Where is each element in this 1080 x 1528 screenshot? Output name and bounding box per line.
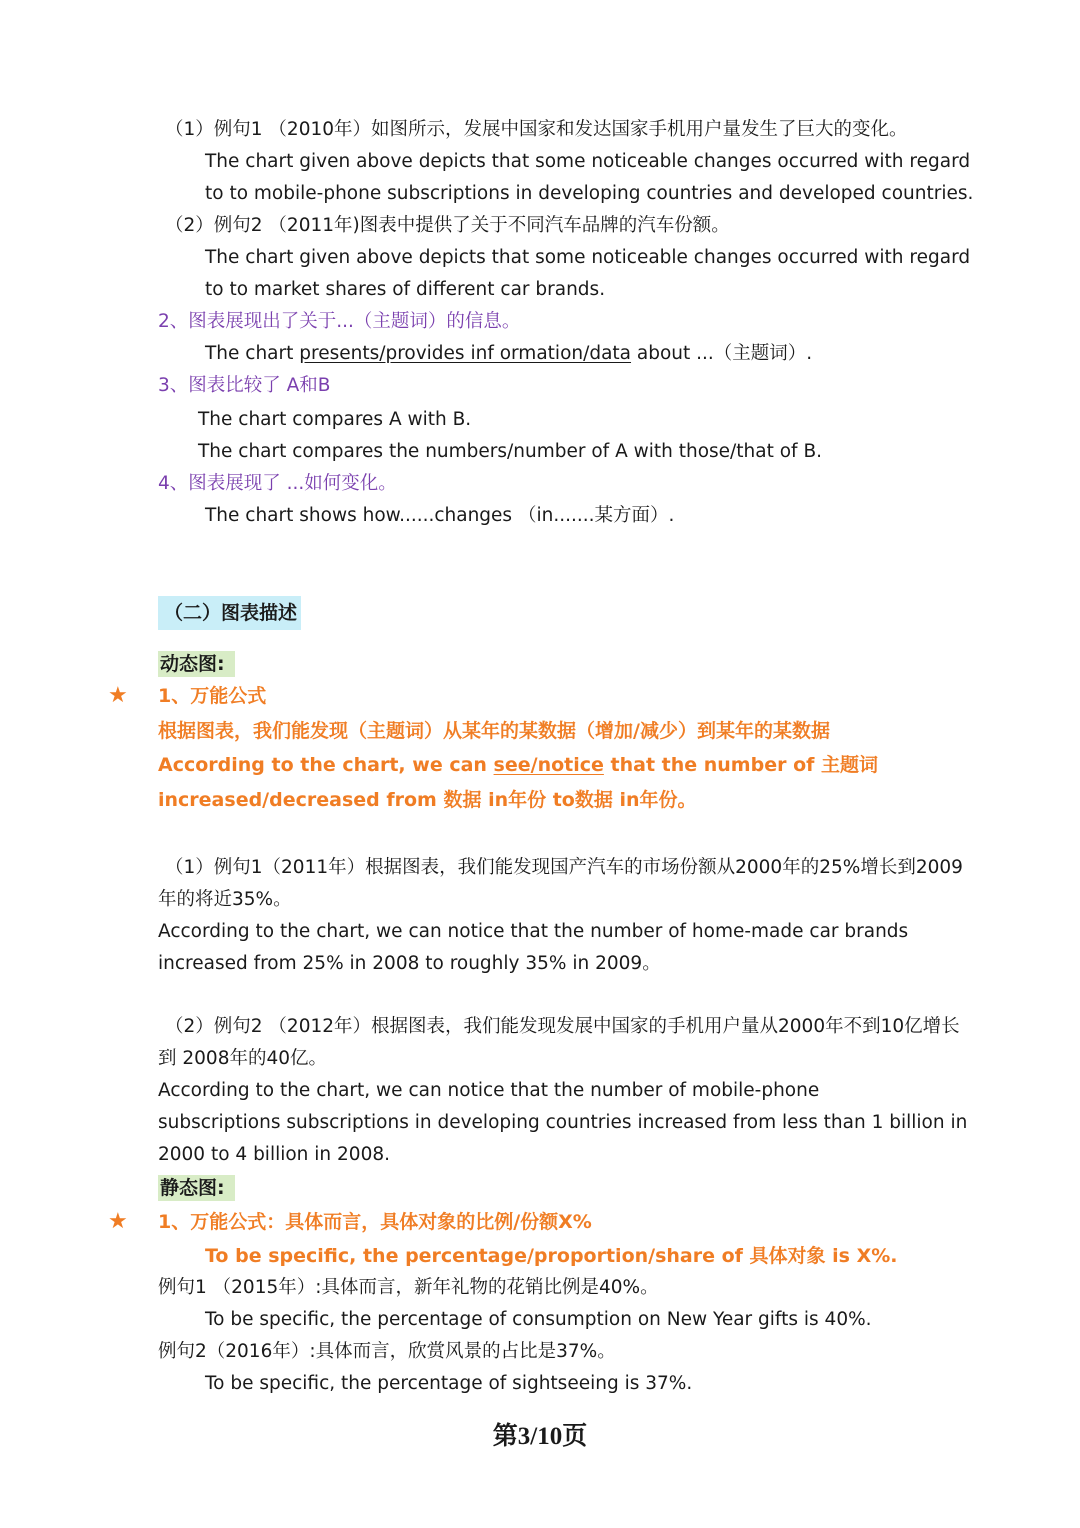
static-example-1-en: To be specific, the percentage of consumption on New Year gifts is 40%.	[205, 1309, 872, 1330]
example-2-en-line1: The chart given above depicts that some noticeable changes occurred with regard	[205, 247, 971, 268]
item-4-en: The chart shows how......changes （in.......某方面）.	[205, 505, 675, 526]
item-2-en	[205, 342, 812, 366]
section-heading	[158, 601, 301, 626]
static-example-2-cn: 例句2（2016年）:具体而言，欣赏风景的占比是37%。	[158, 1341, 616, 1362]
formula-1-cn: 根据图表，我们能发现（主题词）从某年的某数据（增加/减少）到某年的某数据	[158, 720, 830, 742]
dynamic-example-1-cn-line2: 年的将近35%。	[158, 889, 292, 910]
item-3-cn: 3、图表比较了 A和B	[158, 375, 331, 396]
formula-1-en-underlined: see/notice	[493, 754, 604, 776]
static-example-1-cn: 例句1 （2015年）:具体而言，新年礼物的花销比例是40%。	[158, 1277, 659, 1298]
formula-2-title: 1、万能公式：具体而言，具体对象的比例/份额X%	[158, 1211, 592, 1233]
dynamic-example-2-cn-line1: （2）例句2 （2012年）根据图表，我们能发现发展中国家的手机用户量从2000年不到10亿增长	[165, 1016, 960, 1037]
static-example-2-en: To be specific, the percentage of sightseeing is 37%.	[205, 1373, 693, 1394]
formula-1-en-line2: increased/decreased from 数据 in年份 to数据 in年份。	[158, 789, 697, 811]
item-2-en-pre: The chart	[205, 343, 300, 364]
dynamic-chart-label-text: 动态图:	[158, 651, 235, 677]
item-2-en-underlined: presents/provides inf ormation/data	[299, 343, 632, 364]
dynamic-example-2-cn-line2: 到 2008年的40亿。	[158, 1048, 328, 1069]
star-icon: ★	[108, 683, 128, 708]
static-chart-label-text: 静态图:	[158, 1175, 235, 1201]
dynamic-example-1-en-line2: increased from 25% in 2008 to roughly 35% in 2009。	[158, 953, 661, 974]
formula-1-title: 1、万能公式	[158, 685, 267, 707]
item-2-en-post: about ...（主题词）.	[631, 343, 813, 364]
item-4-cn: 4、图表展现了 ...如何变化。	[158, 473, 397, 494]
static-chart-label	[158, 1176, 235, 1201]
formula-1-en-pre: According to the chart, we can	[158, 754, 494, 776]
page-number: 第3/10页	[492, 1423, 588, 1450]
item-3-en-line2: The chart compares the numbers/number of A with those/that of B.	[198, 441, 823, 462]
star-icon: ★	[108, 1209, 128, 1234]
example-2-cn: （2）例句2 （2011年)图表中提供了关于不同汽车品牌的汽车份额。	[165, 215, 730, 236]
example-1-en-line2: to to mobile-phone subscriptions in developing countries and developed countries.	[205, 183, 974, 204]
example-2-en-line2: to to market shares of different car brands.	[205, 279, 606, 300]
item-3-en-line1: The chart compares A with B.	[198, 409, 472, 430]
dynamic-example-2-en-line2: subscriptions subscriptions in developing countries increased from less than 1 billion in	[158, 1112, 968, 1133]
dynamic-example-2-en-line1: According to the chart, we can notice that the number of mobile-phone	[158, 1080, 820, 1101]
formula-1-en-line1	[158, 753, 878, 777]
dynamic-example-2-en-line3: 2000 to 4 billion in 2008.	[158, 1144, 390, 1165]
dynamic-example-1-cn-line1: （1）例句1（2011年）根据图表，我们能发现国产汽车的市场份额从2000年的25%增长到2009	[165, 857, 963, 878]
formula-2-en: To be specific, the percentage/proportion/share of 具体对象 is X%.	[205, 1245, 898, 1267]
example-1-en-line1: The chart given above depicts that some noticeable changes occurred with regard	[205, 151, 971, 172]
dynamic-example-1-en-line1: According to the chart, we can notice that the number of home-made car brands	[158, 921, 909, 942]
dynamic-chart-label	[158, 652, 235, 677]
item-2-cn: 2、图表展现出了关于...（主题词）的信息。	[158, 311, 521, 332]
section-heading-text: （二）图表描述	[158, 596, 301, 630]
formula-1-en-post: that the number of 主题词	[603, 754, 879, 776]
example-1-cn: （1）例句1 （2010年）如图所示，发展中国家和发达国家手机用户量发生了巨大的变化。	[165, 119, 908, 140]
